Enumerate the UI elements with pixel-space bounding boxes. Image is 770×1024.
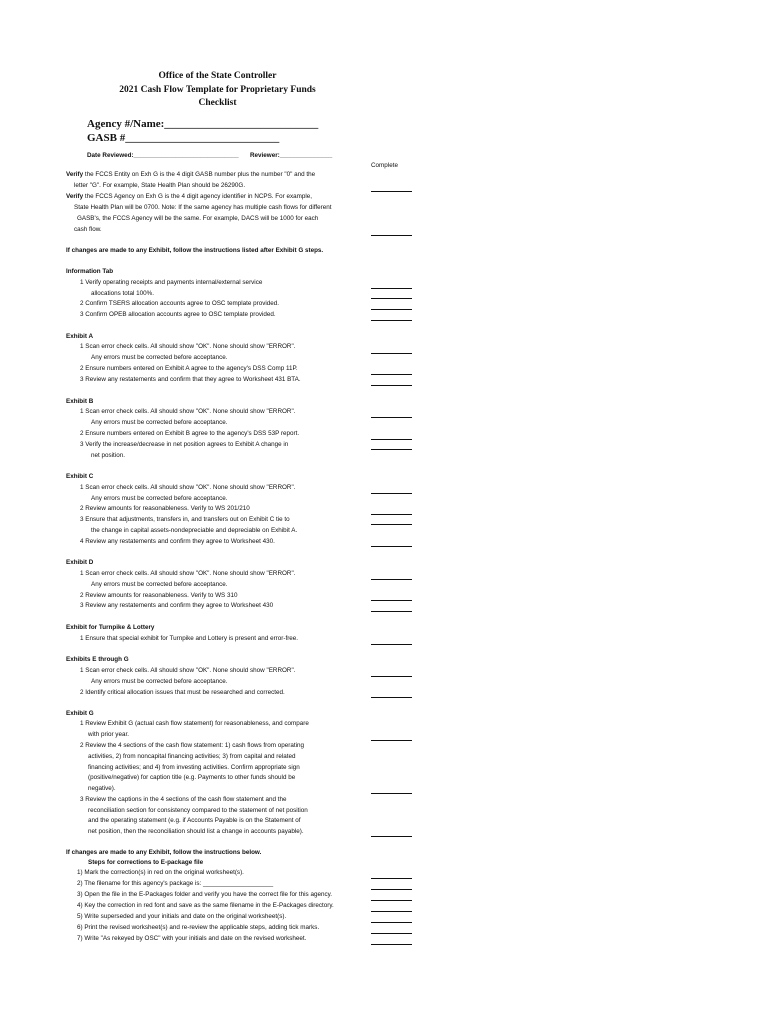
complete-line[interactable] xyxy=(371,944,412,945)
complete-line[interactable] xyxy=(371,309,412,310)
exhibit-g-step-1-cont: with prior year. xyxy=(88,731,129,738)
complete-line[interactable] xyxy=(371,514,412,515)
exhibit-c-step-2: 2 Review amounts for reasonableness. Verify to WS 201/210 xyxy=(80,505,250,512)
exhibit-g-step-2-cont: negative). xyxy=(88,785,116,792)
correction-step-7: 7) Write "As rekeyed by OSC" with your initials and date on the revised worksheet. xyxy=(77,935,307,942)
complete-line[interactable] xyxy=(371,374,412,375)
complete-line[interactable] xyxy=(371,417,412,418)
exhibit-g-step-1: 1 Review Exhibit G (actual cash flow statement) for reasonableness, and compare xyxy=(80,720,309,727)
exhibit-g-step-3-cont: net position, then the reconciliation should list a change in accounts payable). xyxy=(88,828,304,835)
complete-line[interactable] xyxy=(371,600,412,601)
complete-line[interactable] xyxy=(371,385,412,386)
info-step-1: 1 Verify operating receipts and payments internal/external service xyxy=(80,279,263,286)
exhibit-a-step-1: 1 Scan error check cells. All should show "OK". None should show "ERROR". xyxy=(80,343,296,350)
complete-line[interactable] xyxy=(371,524,412,525)
exhibit-d-heading: Exhibit D xyxy=(66,559,94,566)
complete-line[interactable] xyxy=(371,676,412,677)
verify-agency-text xyxy=(66,194,312,200)
verify-agency-text-4: cash flow. xyxy=(74,226,102,233)
complete-line[interactable] xyxy=(371,836,412,837)
information-tab-heading: Information Tab xyxy=(66,268,114,275)
reviewer-field[interactable]: Reviewer:_______________ xyxy=(250,152,333,159)
instructions-note: If changes are made to any Exhibit, follow the instructions listed after Exhibit G steps. xyxy=(66,247,324,254)
complete-line[interactable] xyxy=(371,298,412,299)
gasb-field[interactable]: GASB #____________________________ xyxy=(87,132,280,144)
exhibit-d-step-1-cont: Any errors must be corrected before acceptance. xyxy=(91,581,228,588)
page-subtitle: 2021 Cash Flow Template for Proprietary Funds xyxy=(119,85,316,95)
verify-label: Verify xyxy=(66,171,84,178)
complete-line[interactable] xyxy=(371,546,412,547)
complete-line[interactable] xyxy=(371,493,412,494)
exhibit-b-step-3-cont: net position. xyxy=(91,452,125,459)
page-title: Office of the State Controller xyxy=(158,71,277,81)
exhibit-d-step-2: 2 Review amounts for reasonableness. Verify to WS 310 xyxy=(80,592,238,599)
exhibit-b-step-1-cont: Any errors must be corrected before acceptance. xyxy=(91,419,228,426)
exhibit-g-step-2: 2 Review the 4 sections of the cash flow statement: 1) cash flows from operating xyxy=(80,742,304,749)
turnpike-lottery-heading: Exhibit for Turnpike & Lottery xyxy=(66,624,155,631)
complete-line[interactable] xyxy=(371,288,412,289)
complete-line[interactable] xyxy=(371,449,412,450)
correction-step-5: 5) Write superseded and your initials and date on the original worksheet(s). xyxy=(77,913,287,920)
agency-field[interactable]: Agency #/Name:____________________________ xyxy=(87,118,319,130)
exhibits-e-g-heading: Exhibits E through G xyxy=(66,656,129,663)
exhibit-b-step-2: 2 Ensure numbers entered on Exhibit B agree to the agency's DSS 53P report. xyxy=(80,430,300,437)
complete-line[interactable] xyxy=(371,878,412,879)
complete-line[interactable] xyxy=(371,889,412,890)
exhibit-c-step-1-cont: Any errors must be corrected before acceptance. xyxy=(91,495,228,502)
verify-entity-text-2: letter "G". For example, State Health Plan should be 26290G. xyxy=(74,182,246,189)
complete-line[interactable] xyxy=(371,933,412,934)
complete-line[interactable] xyxy=(371,644,412,645)
exhibit-b-step-3: 3 Verify the increase/decrease in net position agrees to Exhibit A change in xyxy=(80,441,289,448)
correction-step-2: 2) The filename for this agency's package is: ____________________ xyxy=(77,880,274,887)
info-step-1-cont: allocations total 100%. xyxy=(91,290,155,297)
complete-line[interactable] xyxy=(371,697,412,698)
exhibit-a-step-3: 3 Review any restatements and confirm that they agree to Worksheet 431 BTA. xyxy=(80,376,301,383)
exhibit-g-step-2-cont: financing activities; and 4) from investing activities. Confirm appropriate sign xyxy=(88,764,300,771)
exhibit-c-step-3-cont: the change in capital assets-nondepreciable and depreciable on Exhibit A. xyxy=(91,527,298,534)
verify-agency-text-3: GASB's, the FCCS Agency will be the same. For example, DACS will be 1000 for each xyxy=(77,215,319,222)
exhibit-d-step-1: 1 Scan error check cells. All should show "OK". None should show "ERROR". xyxy=(80,570,296,577)
exhibit-c-step-3: 3 Ensure that adjustments, transfers in, and transfers out on Exhibit C tie to xyxy=(80,516,290,523)
exhibit-b-step-1: 1 Scan error check cells. All should show "OK". None should show "ERROR". xyxy=(80,408,296,415)
exhibit-c-step-4: 4 Review any restatements and confirm they agree to Worksheet 430. xyxy=(80,538,275,545)
verify-agency-text-rest: the FCCS Agency on Exh G is the 4 digit agency identifier in NCPS. For example, xyxy=(83,193,313,200)
turnpike-step-1: 1 Ensure that special exhibit for Turnpike and Lottery is present and error-free. xyxy=(80,635,299,642)
exhibit-a-heading: Exhibit A xyxy=(66,333,94,340)
complete-line[interactable] xyxy=(371,900,412,901)
exhibit-a-step-1-cont: Any errors must be corrected before acceptance. xyxy=(91,354,228,361)
correction-step-3: 3) Open the file in the E-Packages folder and verify you have the correct file for this agency. xyxy=(77,891,333,898)
complete-column-label: Complete xyxy=(371,162,398,169)
complete-line[interactable] xyxy=(371,579,412,580)
exhibit-c-heading: Exhibit C xyxy=(66,473,94,480)
exhibit-g-step-2-cont: (positive/negative) for caption title (e.g. Payments to other funds should be xyxy=(88,774,296,781)
complete-line[interactable] xyxy=(371,611,412,612)
complete-line[interactable] xyxy=(371,793,412,794)
exhibits-e-g-step-1-cont: Any errors must be corrected before acceptance. xyxy=(91,678,228,685)
complete-line[interactable] xyxy=(371,911,412,912)
exhibit-b-heading: Exhibit B xyxy=(66,398,94,405)
exhibit-c-step-1: 1 Scan error check cells. All should show "OK". None should show "ERROR". xyxy=(80,484,296,491)
complete-line[interactable] xyxy=(371,439,412,440)
exhibit-g-step-3-cont: reconciliation section for consistency compared to the statement of net position xyxy=(88,807,308,814)
info-step-2: 2 Confirm TSERS allocation accounts agree to OSC template provided. xyxy=(80,300,280,307)
verify-label: Verify xyxy=(66,193,84,200)
complete-line[interactable] xyxy=(371,191,412,192)
exhibit-g-step-3-cont: and the operating statement (e.g. if Accounts Payable is on the Statement of xyxy=(88,817,301,824)
complete-line[interactable] xyxy=(371,320,412,321)
complete-line[interactable] xyxy=(371,353,412,354)
complete-line[interactable] xyxy=(371,235,412,236)
exhibit-g-heading: Exhibit G xyxy=(66,710,94,717)
complete-line[interactable] xyxy=(371,922,412,923)
correction-step-6: 6) Print the revised worksheet(s) and re-review the applicable steps, adding tick marks. xyxy=(77,924,320,931)
page-subtitle-checklist: Checklist xyxy=(198,98,237,108)
exhibit-g-step-2-cont: activities, 2) from noncapital financing activities; 3) from capital and related xyxy=(88,753,296,760)
verify-entity-text xyxy=(66,172,315,178)
correction-step-4: 4) Key the correction in red font and save as the same filename in the E-Packages directory. xyxy=(77,902,334,909)
exhibit-a-step-2: 2 Ensure numbers entered on Exhibit A agree to the agency's DSS Comp 11P. xyxy=(80,365,298,372)
date-reviewed-field[interactable]: Date Reviewed:______________________________ xyxy=(87,152,239,159)
info-step-3: 3 Confirm OPEB allocation accounts agree to OSC template provided. xyxy=(80,311,276,318)
verify-entity-text-rest: the FCCS Entity on Exh G is the 4 digit GASB number plus the number "0" and the xyxy=(83,171,316,178)
exhibits-e-g-step-2: 2 Identify critical allocation issues that must be researched and corrected. xyxy=(80,689,285,696)
correction-step-1: 1) Mark the correction(s) in red on the original worksheet(s). xyxy=(77,869,244,876)
exhibits-e-g-step-1: 1 Scan error check cells. All should show "OK". None should show "ERROR". xyxy=(80,667,296,674)
verify-agency-text-2: State Health Plan will be 0700. Note: If the same agency has multiple cash flows for different xyxy=(74,204,332,211)
corrections-note: If changes are made to any Exhibit, follow the instructions below. xyxy=(66,849,262,856)
exhibit-g-step-3: 3 Review the captions in the 4 sections of the cash flow statement and the xyxy=(80,796,287,803)
corrections-heading: Steps for corrections to E-package file xyxy=(88,859,204,866)
complete-line[interactable] xyxy=(371,740,412,741)
exhibit-d-step-3: 3 Review any restatements and confirm they agree to Worksheet 430 xyxy=(80,602,274,609)
